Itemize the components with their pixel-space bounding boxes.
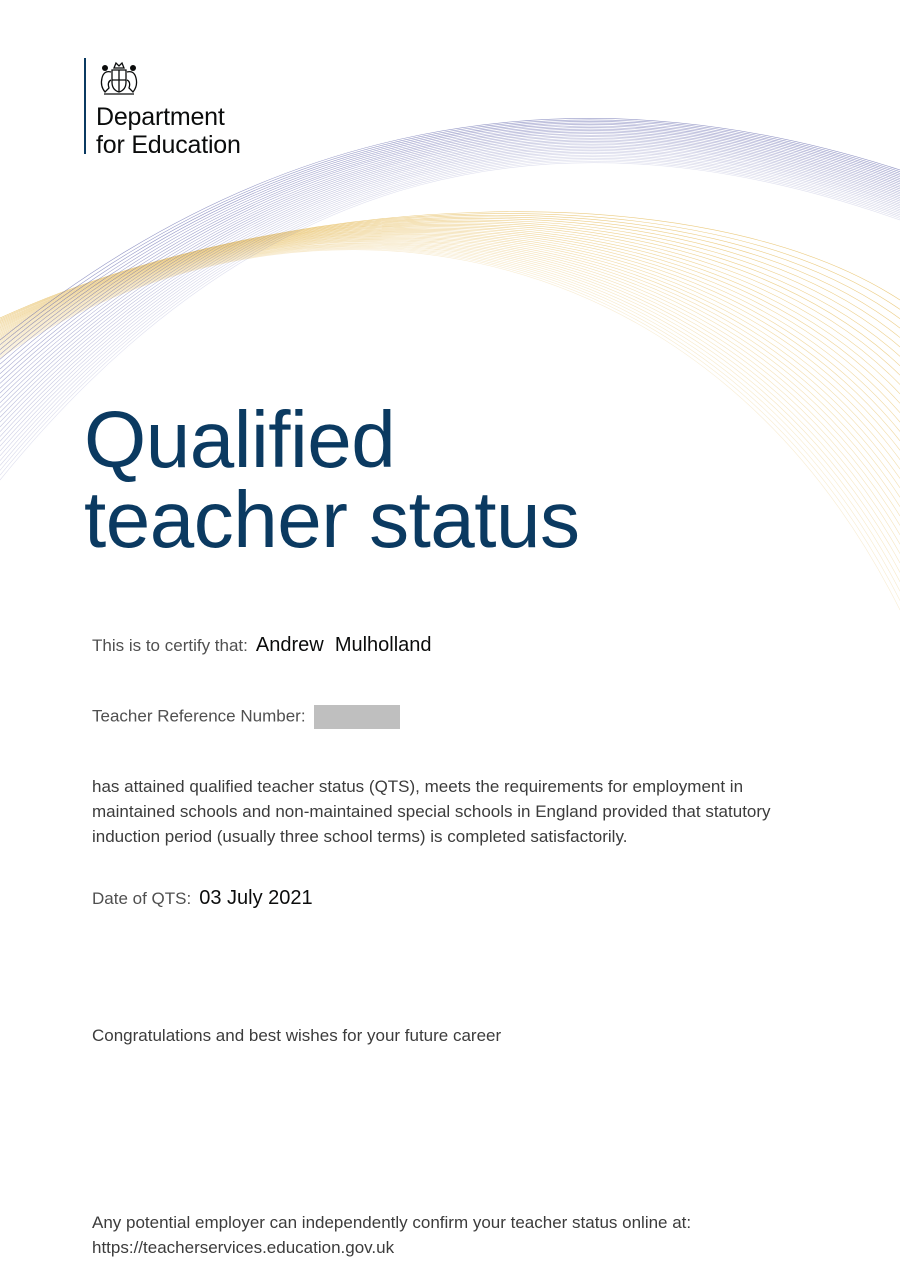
verification-text: Any potential employer can independently confirm your teacher status online at:: [92, 1213, 692, 1232]
qts-date-label: Date of QTS:: [92, 889, 192, 908]
department-name-line-2: for Education: [96, 131, 241, 159]
qts-statement: has attained qualified teacher status (QTS), meets the requirements for employment in maintained schools and non-maintained special schools in England provided that statutory induction period (usually three school terms) is completed satisfactorily.: [92, 777, 771, 846]
certificate-title: [84, 395, 580, 564]
trn-row: [92, 705, 400, 729]
verification-note: [92, 1210, 691, 1260]
certify-row: [92, 634, 432, 657]
trn-redacted-value: [314, 705, 400, 729]
certificate-title-line-2: teacher status: [84, 475, 580, 564]
department-name: [96, 103, 316, 159]
department-name-line-1: Department: [96, 103, 225, 131]
congratulations-text: Congratulations and best wishes for your future career: [92, 1026, 502, 1045]
gold-wave-line: [0, 227, 900, 394]
trn-label: Teacher Reference Number:: [92, 706, 306, 726]
qts-date-row: [92, 887, 313, 910]
verification-url: https://teacherservices.education.gov.uk: [92, 1238, 395, 1257]
gold-wave-line: [0, 212, 900, 318]
holder-name: Andrew Mulholland: [255, 634, 432, 656]
blue-wave-line: [0, 147, 900, 431]
certify-label: This is to certify that:: [92, 636, 248, 655]
gold-wave-line: [0, 229, 900, 413]
royal-coat-of-arms-icon: [96, 58, 142, 98]
certificate-title-line-1: Qualified: [84, 395, 396, 484]
logo-rule: [84, 58, 86, 154]
qts-date-value: 03 July 2021: [199, 887, 313, 909]
